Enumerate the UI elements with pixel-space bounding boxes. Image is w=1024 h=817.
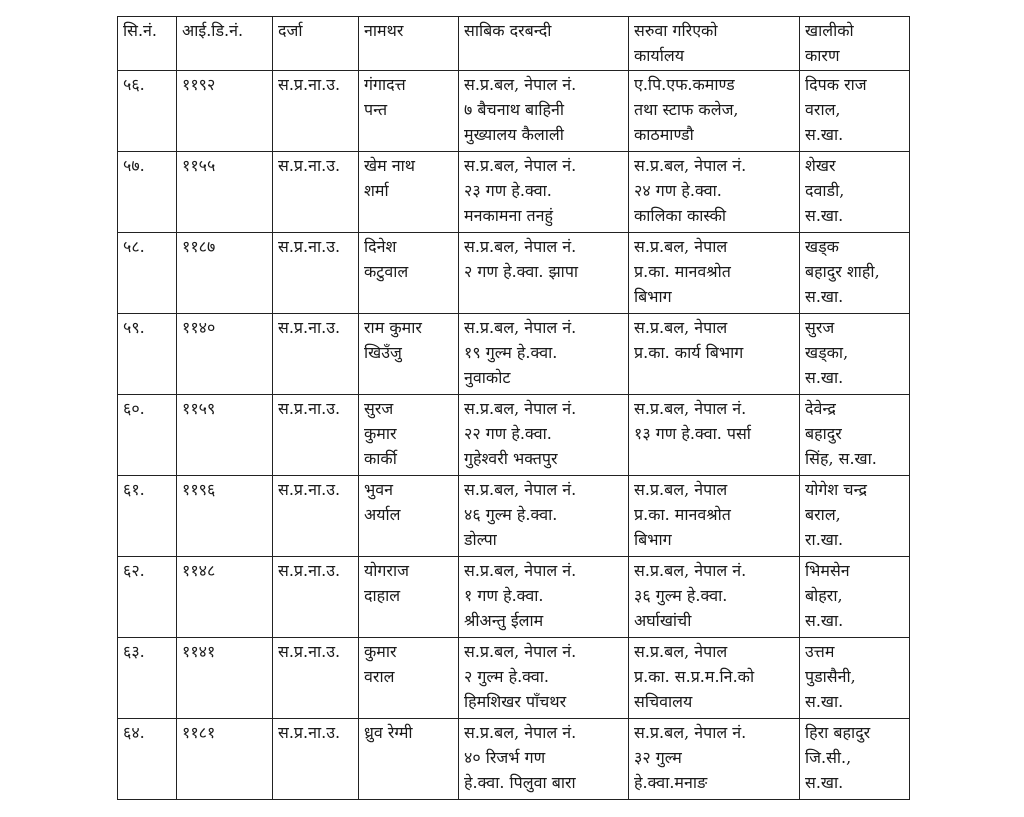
name-cell: भुवन अर्याल bbox=[359, 476, 459, 557]
rank-cell: स.प्र.ना.उ. bbox=[273, 71, 359, 152]
serial-number-cell: ६२. bbox=[118, 557, 177, 638]
rank-cell: स.प्र.ना.उ. bbox=[273, 152, 359, 233]
serial-number-cell: ६०. bbox=[118, 395, 177, 476]
table-row bbox=[118, 395, 910, 476]
table-row bbox=[118, 476, 910, 557]
id-number-cell: ११४८ bbox=[177, 557, 273, 638]
id-number-cell: ११८७ bbox=[177, 233, 273, 314]
previous-post-cell: स.प्र.बल, नेपाल नं. ७ बैचनाथ बाहिनी मुख्यालय कैलाली bbox=[459, 71, 629, 152]
id-number-cell: ११४१ bbox=[177, 638, 273, 719]
table-header bbox=[118, 17, 910, 71]
previous-post-cell: स.प्र.बल, नेपाल नं. २ गण हे.क्वा. झापा bbox=[459, 233, 629, 314]
vacancy-reason-cell: खड्क बहादुर शाही, स.खा. bbox=[800, 233, 910, 314]
name-cell: गंगादत्त पन्त bbox=[359, 71, 459, 152]
vacancy-reason-cell: देवेन्द्र बहादुर सिंह, स.खा. bbox=[800, 395, 910, 476]
header-name: नामथर bbox=[359, 17, 459, 71]
table-row bbox=[118, 233, 910, 314]
name-cell: योगराज दाहाल bbox=[359, 557, 459, 638]
id-number-cell: ११५९ bbox=[177, 395, 273, 476]
header-rank: दर्जा bbox=[273, 17, 359, 71]
rank-cell: स.प्र.ना.उ. bbox=[273, 638, 359, 719]
previous-post-cell: स.प्र.बल, नेपाल नं. २२ गण हे.क्वा. गुहेश्वरी भक्तपुर bbox=[459, 395, 629, 476]
name-cell: ध्रुव रेग्मी bbox=[359, 719, 459, 800]
serial-number-cell: ५६. bbox=[118, 71, 177, 152]
table-row bbox=[118, 557, 910, 638]
rank-cell: स.प्र.ना.उ. bbox=[273, 476, 359, 557]
table-body bbox=[118, 71, 910, 800]
transferred-office-cell: स.प्र.बल, नेपाल नं. २४ गण हे.क्वा. कालिका कास्की bbox=[629, 152, 800, 233]
vacancy-reason-cell: उत्तम पुडासैनी, स.खा. bbox=[800, 638, 910, 719]
id-number-cell: ११९२ bbox=[177, 71, 273, 152]
header-serial-number: सि.नं. bbox=[118, 17, 177, 71]
vacancy-reason-cell: योगेश चन्द्र बराल, रा.खा. bbox=[800, 476, 910, 557]
header-previous-post: साबिक दरबन्दी bbox=[459, 17, 629, 71]
previous-post-cell: स.प्र.बल, नेपाल नं. १९ गुल्म हे.क्वा. नुवाकोट bbox=[459, 314, 629, 395]
vacancy-reason-cell: भिमसेन बोहरा, स.खा. bbox=[800, 557, 910, 638]
transfer-table bbox=[117, 16, 910, 800]
transferred-office-cell: स.प्र.बल, नेपाल प्र.का. मानवश्रोत बिभाग bbox=[629, 233, 800, 314]
vacancy-reason-cell: शेखर दवाडी, स.खा. bbox=[800, 152, 910, 233]
serial-number-cell: ६१. bbox=[118, 476, 177, 557]
table-row bbox=[118, 71, 910, 152]
serial-number-cell: ५९. bbox=[118, 314, 177, 395]
rank-cell: स.प्र.ना.उ. bbox=[273, 314, 359, 395]
table-row bbox=[118, 719, 910, 800]
vacancy-reason-cell: दिपक राज वराल, स.खा. bbox=[800, 71, 910, 152]
rank-cell: स.प्र.ना.उ. bbox=[273, 719, 359, 800]
serial-number-cell: ५८. bbox=[118, 233, 177, 314]
name-cell: राम कुमार खिउँजु bbox=[359, 314, 459, 395]
header-vacancy-reason: खालीको कारण bbox=[800, 17, 910, 71]
previous-post-cell: स.प्र.बल, नेपाल नं. २३ गण हे.क्वा. मनकामना तनहुं bbox=[459, 152, 629, 233]
vacancy-reason-cell: हिरा बहादुर जि.सी., स.खा. bbox=[800, 719, 910, 800]
rank-cell: स.प्र.ना.उ. bbox=[273, 233, 359, 314]
name-cell: सुरज कुमार कार्की bbox=[359, 395, 459, 476]
id-number-cell: ११५५ bbox=[177, 152, 273, 233]
table-row bbox=[118, 314, 910, 395]
id-number-cell: ११९६ bbox=[177, 476, 273, 557]
header-id-number: आई.डि.नं. bbox=[177, 17, 273, 71]
vacancy-reason-cell: सुरज खड्का, स.खा. bbox=[800, 314, 910, 395]
transferred-office-cell: ए.पि.एफ.कमाण्ड तथा स्टाफ कलेज, काठमाण्डौ bbox=[629, 71, 800, 152]
transferred-office-cell: स.प्र.बल, नेपाल नं. ३६ गुल्म हे.क्वा. अर्घाखांची bbox=[629, 557, 800, 638]
transferred-office-cell: स.प्र.बल, नेपाल नं. ३२ गुल्म हे.क्वा.मनाङ bbox=[629, 719, 800, 800]
table-row bbox=[118, 638, 910, 719]
id-number-cell: ११८१ bbox=[177, 719, 273, 800]
previous-post-cell: स.प्र.बल, नेपाल नं. १ गण हे.क्वा. श्रीअन्तु ईलाम bbox=[459, 557, 629, 638]
serial-number-cell: ६३. bbox=[118, 638, 177, 719]
rank-cell: स.प्र.ना.उ. bbox=[273, 557, 359, 638]
previous-post-cell: स.प्र.बल, नेपाल नं. २ गुल्म हे.क्वा. हिमशिखर पाँचथर bbox=[459, 638, 629, 719]
name-cell: कुमार वराल bbox=[359, 638, 459, 719]
transferred-office-cell: स.प्र.बल, नेपाल प्र.का. मानवश्रोत बिभाग bbox=[629, 476, 800, 557]
transferred-office-cell: स.प्र.बल, नेपाल प्र.का. स.प्र.म.नि.को सचिवालय bbox=[629, 638, 800, 719]
rank-cell: स.प्र.ना.उ. bbox=[273, 395, 359, 476]
previous-post-cell: स.प्र.बल, नेपाल नं. ४० रिजर्भ गण हे.क्वा. पिलुवा बारा bbox=[459, 719, 629, 800]
transferred-office-cell: स.प्र.बल, नेपाल प्र.का. कार्य बिभाग bbox=[629, 314, 800, 395]
header-row bbox=[118, 17, 910, 71]
transferred-office-cell: स.प्र.बल, नेपाल नं. १३ गण हे.क्वा. पर्सा bbox=[629, 395, 800, 476]
serial-number-cell: ५७. bbox=[118, 152, 177, 233]
previous-post-cell: स.प्र.बल, नेपाल नं. ४६ गुल्म हे.क्वा. डोल्पा bbox=[459, 476, 629, 557]
name-cell: खेम नाथ शर्मा bbox=[359, 152, 459, 233]
header-transferred-office: सरुवा गरिएको कार्यालय bbox=[629, 17, 800, 71]
serial-number-cell: ६४. bbox=[118, 719, 177, 800]
name-cell: दिनेश कटुवाल bbox=[359, 233, 459, 314]
id-number-cell: ११४० bbox=[177, 314, 273, 395]
table-row bbox=[118, 152, 910, 233]
